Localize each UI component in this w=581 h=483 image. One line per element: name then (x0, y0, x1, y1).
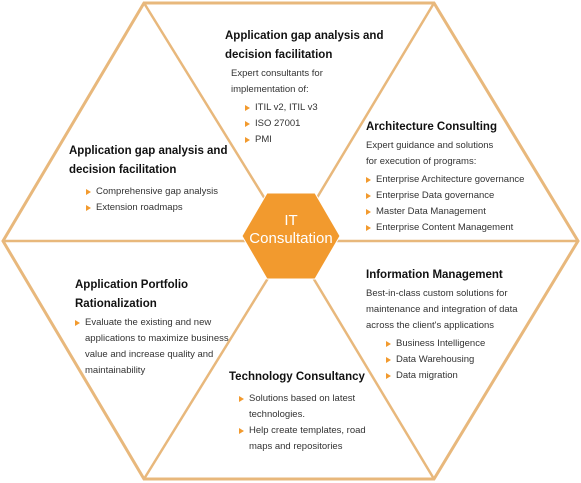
item-list (366, 336, 566, 384)
list-item: Help create templates, road maps and repositories (239, 423, 384, 455)
list-item: Data Warehousing (386, 352, 566, 368)
section-title: Technology Consultancy (229, 371, 365, 383)
item-list (229, 391, 389, 455)
section-title: Architecture Consulting (366, 121, 497, 133)
list-item: Solutions based on latest technologies. (239, 391, 379, 423)
item-list (75, 315, 245, 379)
list-item: Enterprise Architecture governance (366, 172, 561, 188)
list-item: Comprehensive gap analysis (86, 184, 249, 200)
list-item: Data migration (386, 368, 566, 384)
list-item: Enterprise Data governance (366, 188, 561, 204)
list-item: ITIL v2, ITIL v3 (245, 100, 405, 116)
section-title: Information Management (366, 269, 503, 281)
list-item: Business Intelligence (386, 336, 566, 352)
center-label-line2: Consultation (249, 230, 333, 247)
section-description: Best-in-class custom solutions for maintenance and integration of data across the client's applications (366, 288, 518, 331)
section-bottom (229, 368, 389, 455)
section-title: Application gap analysis and decision facilitation (69, 145, 228, 176)
section-upper-right (366, 118, 561, 236)
list-item: Enterprise Content Management (366, 220, 561, 236)
item-list (366, 172, 561, 236)
section-upper-left (69, 142, 249, 216)
section-title: Application gap analysis and decision facilitation (225, 30, 384, 61)
list-item: PMI (245, 132, 405, 148)
list-item: Master Data Management (366, 204, 561, 220)
section-lower-left (75, 276, 245, 379)
center-label (239, 212, 343, 248)
section-lower-right (366, 266, 566, 384)
list-item: ISO 27001 (245, 116, 405, 132)
item-list (69, 184, 249, 216)
list-item: Extension roadmaps (86, 200, 249, 216)
section-description: Expert consultants for implementation of: (231, 68, 323, 95)
section-title: Application Portfolio Rationalization (75, 279, 189, 310)
list-item: Evaluate the existing and new applications to maximize business value and increase quality and maintainability (75, 315, 240, 379)
center-label-line1: IT (284, 212, 298, 229)
section-description: Expert guidance and solutions for execution of programs: (366, 140, 494, 167)
